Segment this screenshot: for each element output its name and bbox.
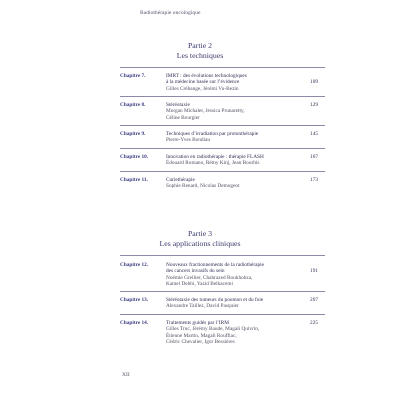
chapter-body	[166, 131, 316, 144]
chapter-label: Chapitre 13.	[120, 297, 149, 303]
chapter-page-number: 167	[310, 154, 318, 160]
chapter-label: Chapitre 9.	[120, 131, 146, 137]
running-head: Radiothérapie oncologique	[140, 10, 201, 16]
chapter-authors: Édouard Romano, Rémy Kinj, Jean Bourhis	[166, 160, 260, 167]
chapter-authors: Alexandre Taillez, David Pasquier	[166, 303, 239, 310]
divider	[120, 148, 325, 149]
chapter-title-line: des cancers invasifs du sein	[166, 268, 225, 275]
chapter-page-number: 109	[310, 79, 318, 86]
chapter-body	[166, 154, 316, 167]
chapter-title-line: Techniques d’irradiation par protonthérapie	[166, 131, 259, 137]
chapter-authors: Sophie Renard, Nicolas Demogeot	[166, 183, 240, 190]
chapter-title-line: IMRT : des évolutions technologiques	[166, 73, 247, 79]
chapter-title-line: à la médecine basée sur l’évidence	[166, 79, 240, 86]
divider	[120, 255, 325, 256]
divider	[120, 291, 325, 292]
chapter-page-number: 145	[310, 131, 318, 137]
part-3-heading	[0, 229, 400, 248]
part-title: Les applications cliniques	[159, 238, 241, 248]
chapter-authors: Kamel Debbi, Yazid Belkacemi	[166, 281, 233, 288]
chapter-authors: Gilles Truc, Jérémy Baude, Magali Quivrin,	[166, 326, 260, 333]
chapter-title-line: Stéréotaxie	[166, 102, 190, 108]
chapter-body	[166, 320, 316, 346]
chapter-label: Chapitre 12.	[120, 262, 149, 268]
chapter-body	[166, 297, 316, 310]
chapter-body	[166, 73, 316, 92]
chapter-authors: Gilles Créhange, Jérémi Vu-Bezin	[166, 85, 239, 92]
chapter-title-line: Innovation en radiothérapie : thérapie FLASH	[166, 154, 264, 160]
part-number: Partie 3	[187, 229, 213, 238]
page-folio: XII	[122, 372, 130, 378]
chapter-page-number: 191	[310, 268, 318, 275]
chapter-label: Chapitre 11.	[120, 177, 148, 183]
chapter-authors: Cédric Chevalier, Igor Bessières	[166, 339, 235, 346]
chapter-title-line: Stéréotaxie des tumeurs du poumon et du foie	[166, 297, 264, 303]
chapter-label: Chapitre 7.	[120, 73, 146, 79]
divider	[120, 171, 325, 172]
divider	[120, 67, 325, 68]
chapter-authors: Morgan Michalet, Jessica Prunaretty,	[166, 108, 245, 115]
chapter-page-number: 173	[310, 177, 318, 183]
chapter-authors: Étienne Martin, Magali Rouffiac,	[166, 332, 237, 339]
divider	[120, 125, 325, 126]
chapter-label: Chapitre 14.	[120, 320, 149, 326]
chapter-body	[166, 102, 316, 121]
chapter-authors: Noémie Grellier, Chahrazed Boukhobza,	[166, 274, 253, 281]
chapter-authors: Céline Bourgier	[166, 114, 200, 121]
chapter-body	[166, 177, 316, 190]
chapter-page-number: 225	[310, 320, 318, 326]
chapter-body	[166, 262, 316, 288]
chapter-page-number: 129	[310, 102, 318, 108]
part-2-heading	[0, 41, 400, 60]
part-title: Les techniques	[176, 50, 224, 60]
chapter-title-line: Curiethérapie	[166, 177, 195, 183]
divider	[120, 96, 325, 97]
part-number: Partie 2	[187, 41, 213, 50]
chapter-title-line: Traitements guidés par l’IRM	[166, 320, 229, 326]
chapter-label: Chapitre 10.	[120, 154, 149, 160]
chapter-page-number: 207	[310, 297, 318, 303]
chapter-authors: Pierre-Yves Bondiau	[166, 137, 211, 144]
chapter-title-line: Nouveaux fractionnements de la radiothérapie	[166, 262, 264, 268]
divider	[120, 314, 325, 315]
chapter-label: Chapitre 8.	[120, 102, 146, 108]
